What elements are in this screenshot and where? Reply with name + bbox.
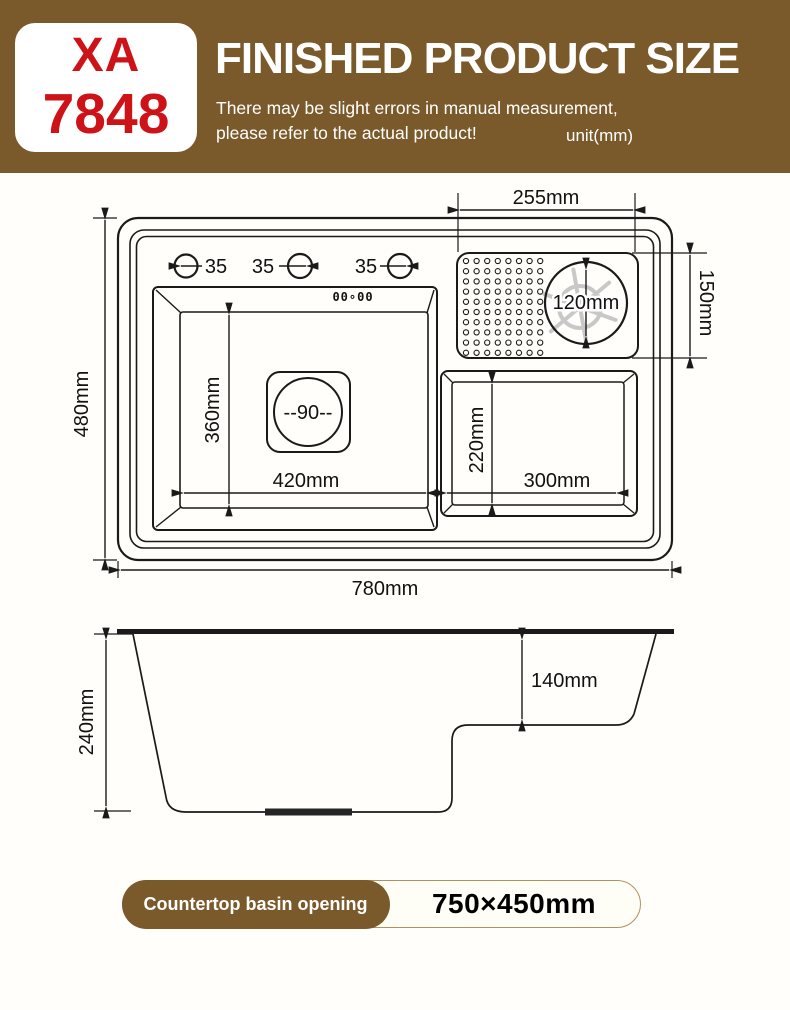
right-basin-bevel-tl <box>444 374 453 383</box>
main-basin <box>153 287 437 530</box>
basin-bevel-bl <box>156 507 181 527</box>
basin-bevel-tr <box>427 290 434 313</box>
dim-150 <box>632 253 717 358</box>
shelf-depth-label: 140mm <box>531 670 598 692</box>
side-depth-label: 240mm <box>76 688 98 756</box>
right-basin-depth-label: 220mm <box>466 406 488 474</box>
digital-display: 00∘00 <box>332 290 374 304</box>
basin-width-label: 420mm <box>272 470 340 492</box>
right-basin-width-label: 300mm <box>523 470 591 492</box>
tray-perforations <box>463 258 542 355</box>
basin-bevel-tl <box>156 290 181 313</box>
dim-240 <box>76 634 133 811</box>
basin-bevel-br <box>427 507 434 527</box>
faucet-hole-2-label: 35 <box>251 256 275 278</box>
drain-tray <box>457 253 638 358</box>
tray-hole-label: 120mm <box>552 292 620 314</box>
footer-spec-value: 750×450mm <box>431 888 597 919</box>
model-badge <box>15 23 197 152</box>
right-basin <box>441 371 637 516</box>
faucet-hole-3-label: 35 <box>354 256 378 278</box>
top-view <box>71 187 717 600</box>
unit-note: unit(mm) <box>566 126 634 145</box>
overall-width-label: 780mm <box>351 578 419 600</box>
faucet-holes <box>175 254 413 278</box>
footer-spec-pill <box>122 880 641 928</box>
page-title: FINISHED PRODUCT SIZE <box>215 34 740 83</box>
sink-profile <box>133 634 656 812</box>
tray-width-label: 255mm <box>512 187 580 209</box>
model-code-line1: XA <box>71 29 141 82</box>
dim-255 <box>458 187 635 252</box>
overall-depth-label: 480mm <box>71 370 93 438</box>
model-code-line2: 7848 <box>42 82 170 146</box>
right-basin-bevel-tr <box>623 374 634 383</box>
dim-140 <box>522 640 598 719</box>
right-basin-bevel-bl <box>444 504 453 513</box>
drain-diameter-label: --90-- <box>283 402 333 424</box>
subtitle-line1: There may be slight errors in manual measurement, <box>216 98 618 118</box>
basin-depth-label: 360mm <box>202 376 224 444</box>
header-banner <box>0 0 790 173</box>
right-basin-bevel-br <box>623 504 634 513</box>
footer-spec-label: Countertop basin opening <box>122 880 390 929</box>
faucet-hole-1-label: 35 <box>204 256 228 278</box>
dim-480 <box>71 218 117 560</box>
tray-depth-label: 150mm <box>695 269 717 337</box>
drain-fitting <box>265 809 352 816</box>
side-view <box>76 632 674 816</box>
subtitle-line2: please refer to the actual product! <box>216 123 477 143</box>
dim-780 <box>118 561 672 600</box>
